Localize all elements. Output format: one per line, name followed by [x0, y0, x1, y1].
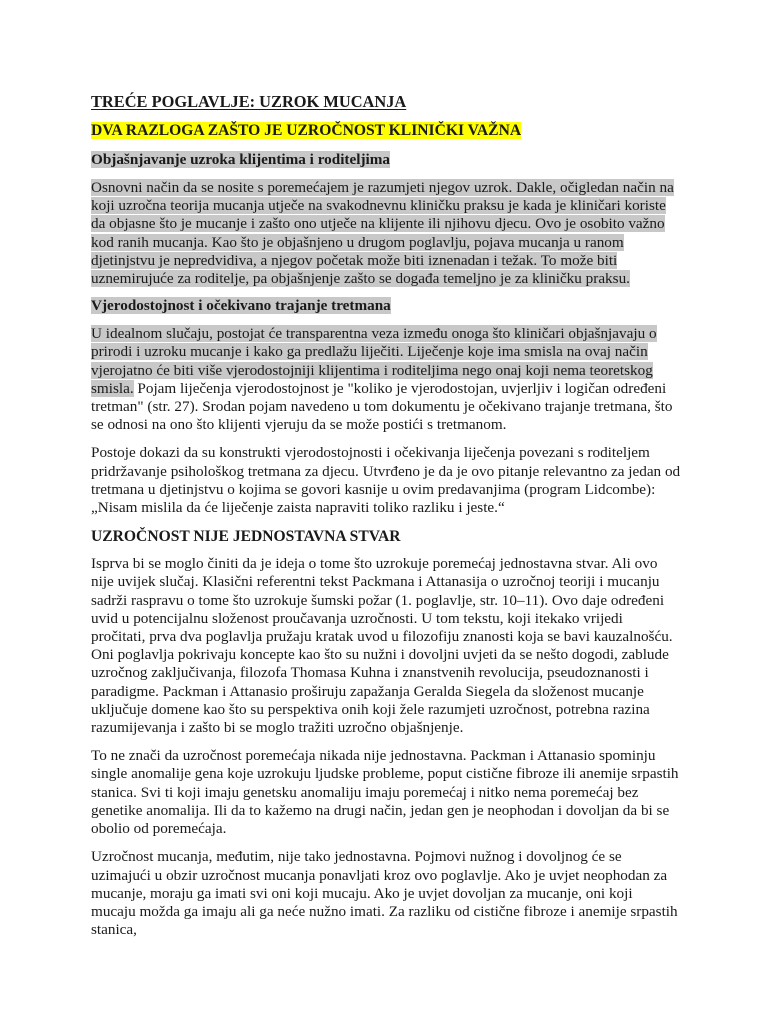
subheading-explaining-cause: [91, 150, 681, 169]
highlighted-text: Osnovni način da se nosite s poremećajem je razumjeti njegov uzrok. Dakle, očigledan način na koji uzročna teorija mucanja utječe na svakodnevnu kliničku praksu je kada je kliničari koriste da objasne što je mucanje i zašto ono utječe na klijente ili njihovu djecu. Ovo je osobito važno kod ranih mucanja. Kao što je objašnjeno u drugom poglavlju, pojava mucanja u ranom djetinjstvu je nepredvidiva, a njegov početak može biti iznenadan i težak. To može biti uznemirujuće za roditelje, pa objašnjenje zašto se događa temeljno je za kliničku praksu.: [91, 179, 674, 288]
document-page: [91, 92, 681, 949]
section-heading-clinical-importance: [91, 121, 681, 141]
paragraph-causality-3: Uzročnost mucanja, međutim, nije tako jednostavna. Pojmovi nužnog i dovoljnog će se uzimajući u obzir uzročnost mucanja ponavljati kroz ovo poglavlje. Ako je uvjet neophodan za mucanje, moraju ga imati svi oni koji mucaju. Ako je uvjet dovoljan za mucanje, oni koji mucaju možda ga imaju ali ga neće nužno imati. Za razliku od cistične fibroze i anemije srpastih stanica,: [91, 848, 678, 939]
paragraph-text: Pojam liječenja vjerodostojnost je "koliko je vjerodostojan, uvjerljiv i logičan određeni tretman" (str. 27). Srodan pojam navedeno u tom dokumentu je očekivano trajanje tretmana, što se odnosi na ono što klijenti vjeruju da se može postići s tretmanom.: [91, 379, 673, 434]
paragraph-explaining-cause: [91, 179, 681, 288]
paragraph-causality-2: To ne znači da uzročnost poremećaja nikada nije jednostavna. Packman i Attanasio spominju single anomalije gena koje uzrokuju ljudske probleme, poput cistične fibroze ili anemije srpastih stanica. Svi ti koji imaju genetsku anomaliju imaju poremećaj i nitko nema poremećaj bez genetike anomalija. Ili da to kažemo na drugi način, jedan gen je neophodan i dovoljan da bi se obolio od poremećaja.: [91, 747, 679, 838]
paragraph-evidence: Postoje dokazi da su konstrukti vjerodostojnosti i očekivanja liječenja povezani s roditeljem pridržavanje psihološkog tretmana za djecu. Utvrđeno je da je ovo pitanje relevantno za jedan od tretmana u djetinjstvu o kojima se govori kasnije u ovim predavanjima (program Lidcombe): „Nisam mislila da će liječenje zaista napraviti toliko razliku i jeste.“: [91, 444, 681, 517]
paragraph-causality-1: Isprva bi se moglo činiti da je ideja o tome što uzrokuje poremećaj jednostavna stvar. Ali ovo nije uvijek slučaj. Klasični referentni tekst Packmana i Attanasija o uzročnoj teoriji i mucanju sadrži raspravu o tome što uzrokuje šumski požar (1. poglavlje, str. 10–11). Ovo daje određeni uvid u potencijalnu složenost proučavanja uzročnosti. U tom tekstu, koji itekako vrijedi pročitati, prva dva poglavlja pružaju kratak uvod u filozofiju znanosti koja se bavi kauzalnošću. Oni poglavlja pokrivaju koncepte kao što su nužni i dovoljni uvjeti da se nešto dogodi, zablude uzročnog zaključivanja, filozofa Thomasa Kuhna i znanstvenih revolucija, pseudoznanosti i paradigme. Packman i Attanasio proširuju zapažanja Geralda Siegela da složenost mucanje uključuje domene kao što su perspektiva onih koji žele razumjeti uzročnost, potrebna razina razumijevanja i zašto bi se moglo tražiti uzročno objašnjenje.: [91, 555, 673, 737]
subheading-treatment-credibility: [91, 296, 681, 315]
chapter-title: TREĆE POGLAVLJE: UZROK MUCANJA: [91, 92, 407, 111]
section-heading-causality: UZROČNOST NIJE JEDNOSTAVNA STVAR: [91, 528, 401, 546]
highlighted-subheading: Vjerodostojnost i očekivano trajanje tretmana: [91, 297, 391, 315]
highlighted-heading: DVA RAZLOGA ZAŠTO JE UZROČNOST KLINIČKI VAŽNA: [91, 122, 522, 139]
paragraph-credibility: [91, 325, 681, 434]
highlighted-text: U idealnom slučaju, postojat će transparentna veza između onoga što kliničari objašnjavaju o prirodi i uzroku mucanje i kako ga predlažu liječiti. Liječenje koje ima smisla na ovaj način vjerojatno će biti više vjerodostojniji klijentima i roditeljima nego onaj koji nema teoretskog smisla.: [91, 325, 657, 397]
highlighted-subheading: Objašnjavanje uzroka klijentima i roditeljima: [91, 151, 390, 168]
